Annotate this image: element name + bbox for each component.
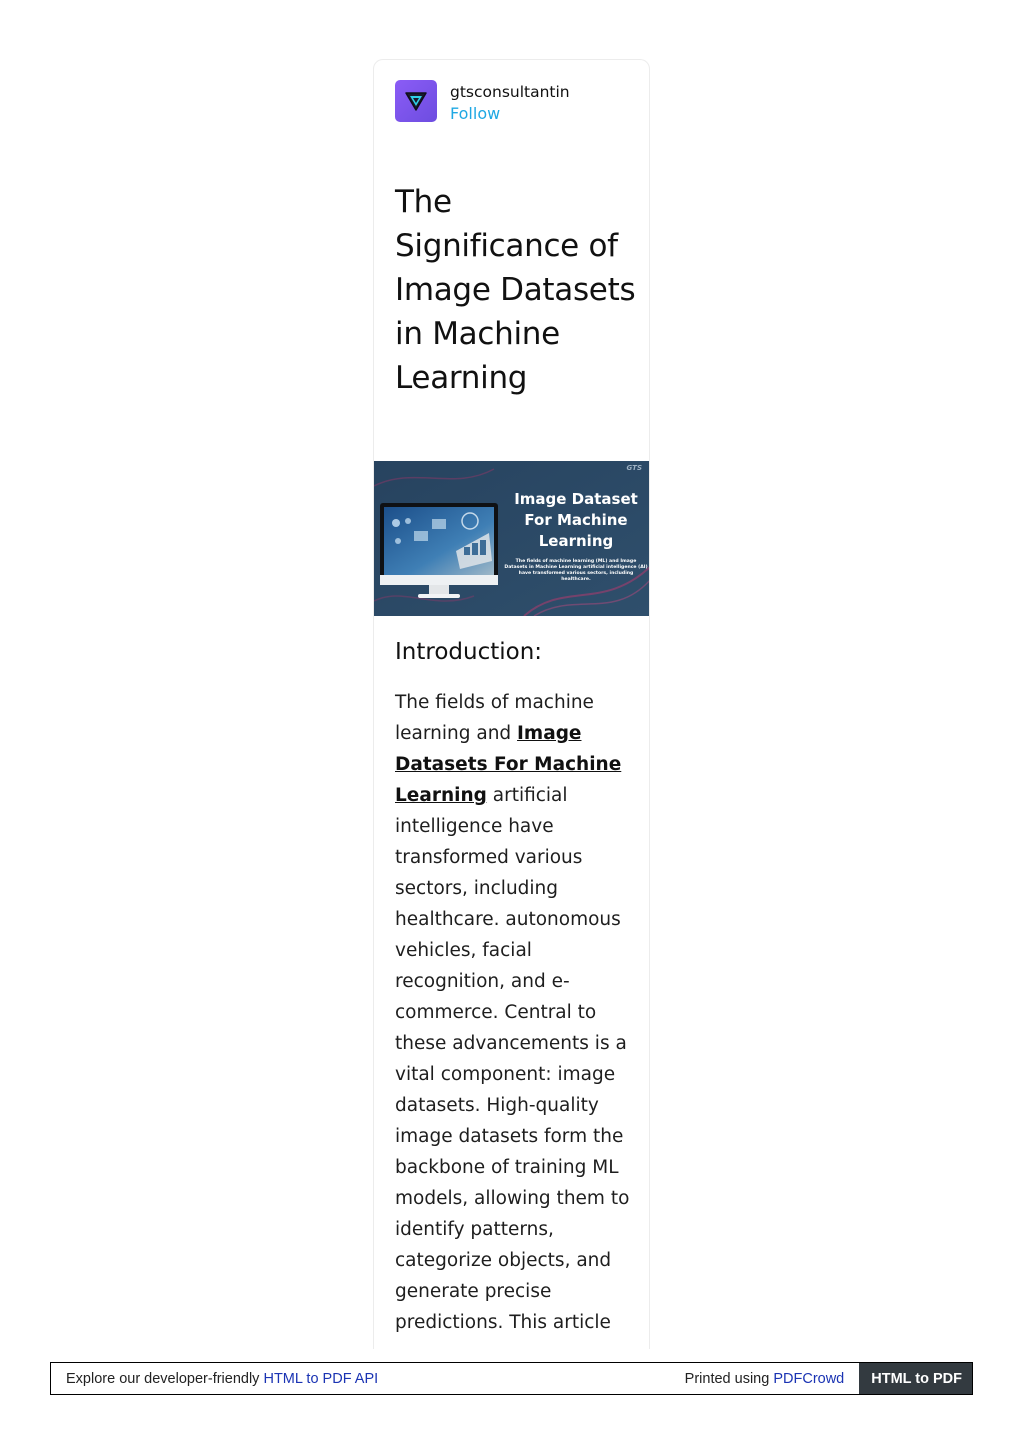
hero-heading-line2: For Machine — [524, 511, 628, 529]
footer-printed — [685, 1371, 860, 1387]
author-avatar[interactable] — [395, 80, 437, 122]
image-datasets-link[interactable]: Image Datasets For Machine Learning — [395, 723, 622, 806]
hero-image — [374, 461, 650, 616]
funnel-logo-icon — [403, 88, 429, 114]
footer-printed-text: Printed using — [684, 1370, 774, 1387]
pdfcrowd-footer — [50, 1362, 973, 1395]
hero-heading-line1: Image Dataset — [514, 490, 638, 508]
pdfcrowd-link[interactable]: PDFCrowd — [773, 1370, 845, 1387]
hero-caption-line1: The fields of machine learning (ML) and Image — [515, 559, 637, 564]
hero-caption-line2: Datasets in Machine Learning artificial intelligence (AI) — [504, 565, 648, 570]
author-header — [395, 80, 576, 125]
intro-heading: Introduction: — [395, 639, 543, 665]
author-name[interactable]: gtsconsultantin — [450, 83, 570, 101]
footer-explore — [51, 1371, 685, 1387]
article-card — [373, 59, 650, 1349]
hero-logo-text: GTS — [626, 464, 642, 472]
author-info — [450, 82, 576, 125]
follow-button[interactable]: Follow — [450, 104, 501, 123]
intro-text-start: The fields of machine learning and — [395, 692, 594, 744]
article-title: The Significance of Image Datasets in Machine Learning — [395, 184, 636, 396]
html-to-pdf-api-link[interactable]: HTML to PDF API — [263, 1370, 379, 1387]
intro-paragraph — [395, 687, 635, 1338]
hero-caption-line3: have transformed various sectors, including — [518, 571, 634, 576]
hero-illustration — [374, 461, 650, 616]
footer-explore-text: Explore our developer-friendly — [66, 1370, 264, 1387]
html-to-pdf-button[interactable]: HTML to PDF — [859, 1363, 972, 1394]
hero-caption-line4: healthcare. — [561, 577, 591, 582]
hero-heading-line3: Learning — [538, 532, 614, 550]
intro-text-rest: artificial intelligence have transformed various sectors, including healthcare. autonomous vehicles, facial recognition, and e-commerce. Central to these advancements is a vital component: image datasets. High-quality image datasets form the backbone of training ML models, allowing them to identify patterns, categorize objects, and generate precise predictions. This article — [395, 785, 630, 1333]
